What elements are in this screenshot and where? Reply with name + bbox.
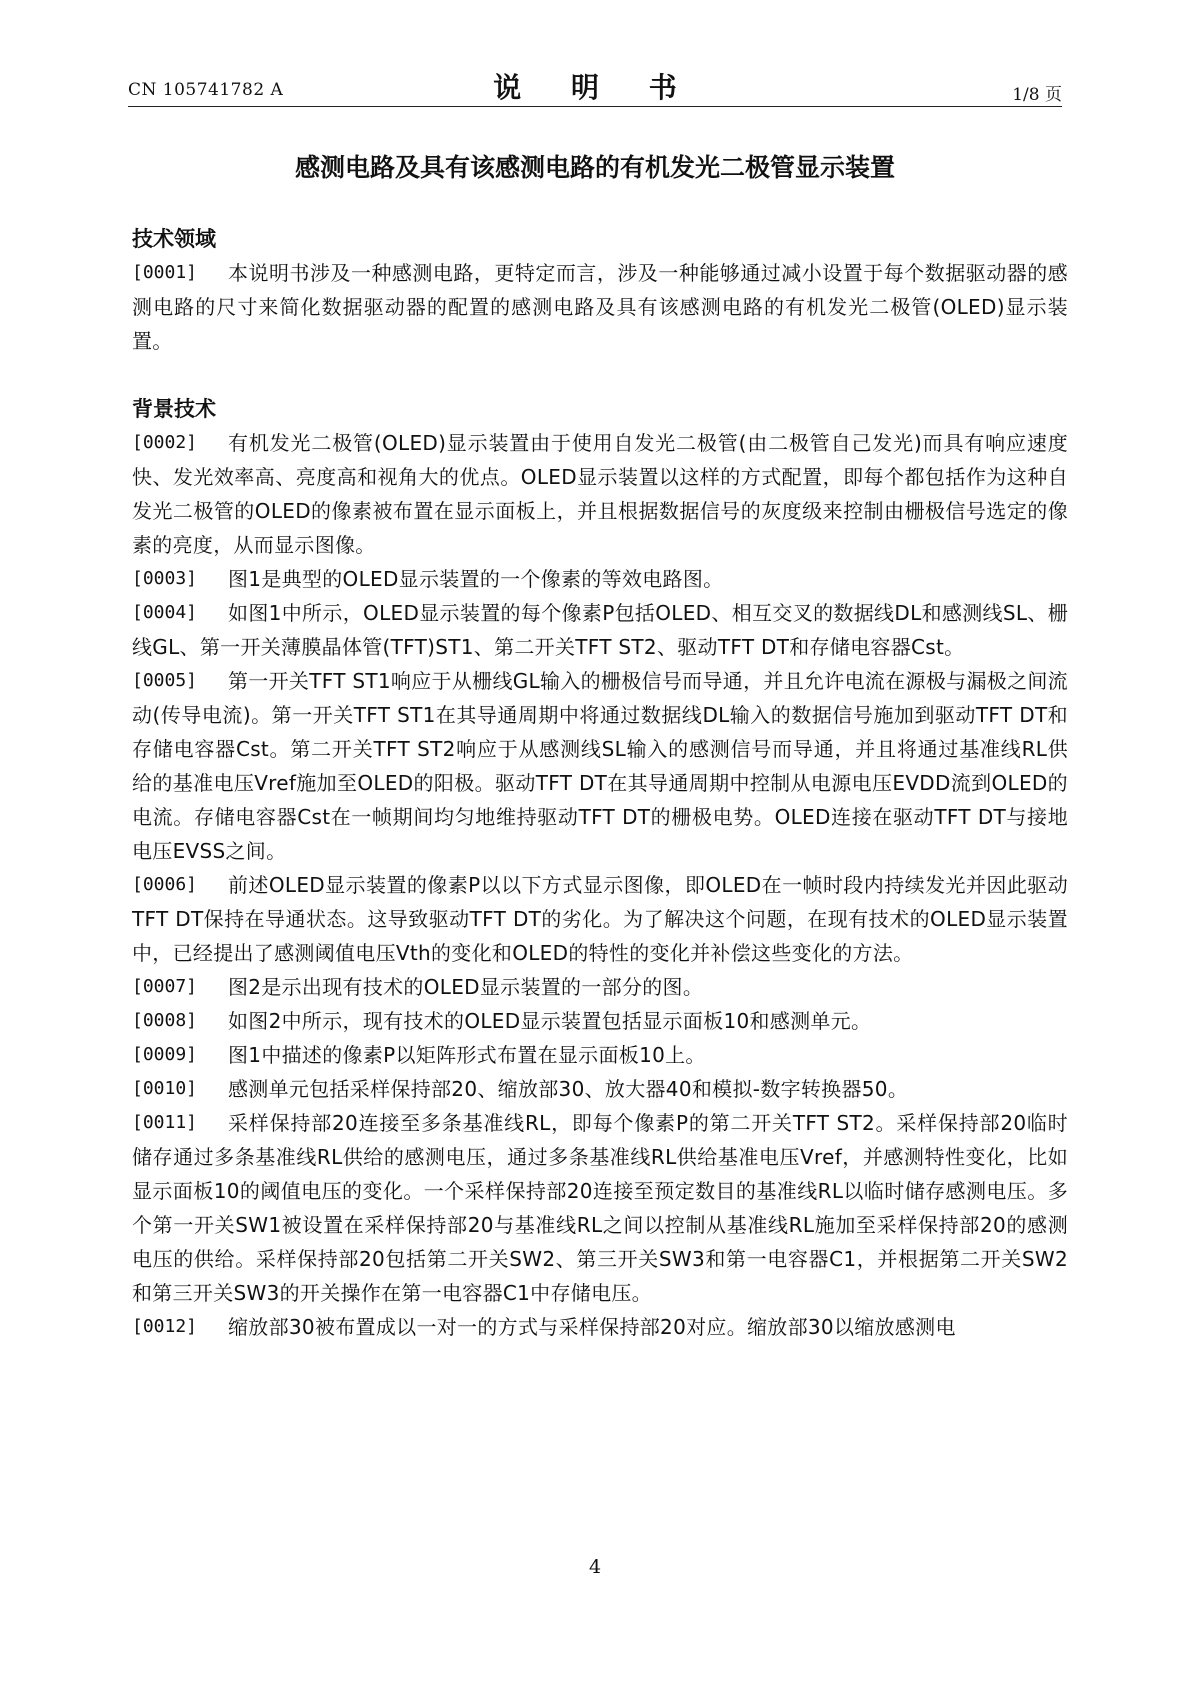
paragraph-number: [0001] <box>132 262 198 283</box>
paragraph <box>132 664 1068 868</box>
paragraph <box>132 1072 1068 1106</box>
paragraph <box>132 256 1068 358</box>
paragraph-number: [0011] <box>132 1112 198 1133</box>
paragraph-text: 有机发光二极管(OLED)显示装置由于使用自发光二极管(由二极管自己发光)而具有响应速度快、发光效率高、亮度高和视角大的优点。OLED显示装置以这样的方式配置，即每个都包括作为这种自发光二极管的OLED的像素被布置在显示面板上，并且根据数据信号的灰度级来控制由栅极信号选定的像素的亮度，从而显示图像。 <box>132 431 1068 557</box>
publication-number: CN 105741782 A <box>128 80 284 100</box>
page-number: 4 <box>588 1556 602 1578</box>
paragraph-text: 图1是典型的OLED显示装置的一个像素的等效电路图。 <box>228 567 724 591</box>
paragraph-text: 如图2中所示，现有技术的OLED显示装置包括显示面板10和感测单元。 <box>228 1009 872 1033</box>
section-heading-technical-field: 技术领域 <box>132 227 216 251</box>
page-indicator: 1/8 页 <box>1012 85 1062 105</box>
paragraph <box>132 1038 1068 1072</box>
document-type-title: 说 明 书 <box>493 71 697 104</box>
paragraph <box>132 426 1068 562</box>
document-title: 感测电路及具有该感测电路的有机发光二极管显示装置 <box>294 153 895 182</box>
paragraph <box>132 1106 1068 1310</box>
paragraph-number: [0009] <box>132 1044 198 1065</box>
paragraph-text: 前述OLED显示装置的像素P以以下方式显示图像，即OLED在一帧时段内持续发光并因此驱动TFT DT保持在导通状态。这导致驱动TFT DT的劣化。为了解决这个问题，在现有技术的OLED显示装置中，已经提出了感测阈值电压Vth的变化和OLED的特性的变化并补偿这些变化的方法。 <box>132 873 1068 965</box>
paragraph-number: [0006] <box>132 874 198 895</box>
paragraph-number: [0003] <box>132 568 198 589</box>
paragraph-number: [0008] <box>132 1010 198 1031</box>
paragraph-number: [0005] <box>132 670 198 691</box>
paragraph-number: [0002] <box>132 432 198 453</box>
paragraph-number: [0010] <box>132 1078 198 1099</box>
paragraph-text: 如图1中所示，OLED显示装置的每个像素P包括OLED、相互交叉的数据线DL和感测线SL、栅线GL、第一开关薄膜晶体管(TFT)ST1、第二开关TFT ST2、驱动TFT DT和存储电容器Cst。 <box>132 601 1068 659</box>
paragraph-text: 图2是示出现有技术的OLED显示装置的一部分的图。 <box>228 975 704 999</box>
paragraph-text: 图1中描述的像素P以矩阵形式布置在显示面板10上。 <box>228 1043 706 1067</box>
paragraph-text: 第一开关TFT ST1响应于从栅线GL输入的栅极信号而导通，并且允许电流在源极与漏极之间流动(传导电流)。第一开关TFT ST1在其导通周期中将通过数据线DL输入的数据信号施加到驱动TFT DT和存储电容器Cst。第二开关TFT ST2响应于从感测线SL输入的感测信号而导通，并且将通过基准线RL供给的基准电压Vref施加至OLED的阳极。驱动TFT DT在其导通周期中控制从电源电压EVDD流到OLED的电流。存储电容器Cst在一帧期间均匀地维持驱动TFT DT的栅极电势。OLED连接在驱动TFT DT与接地电压EVSS之间。 <box>132 669 1068 863</box>
paragraph <box>132 1004 1068 1038</box>
section-heading-background: 背景技术 <box>132 397 216 421</box>
paragraph-number: [0007] <box>132 976 198 997</box>
header-divider <box>128 106 1062 107</box>
paragraph <box>132 562 1068 596</box>
paragraph-number: [0004] <box>132 602 198 623</box>
paragraph <box>132 868 1068 970</box>
paragraph <box>132 596 1068 664</box>
paragraph <box>132 970 1068 1004</box>
paragraph-text: 感测单元包括采样保持部20、缩放部30、放大器40和模拟-数字转换器50。 <box>228 1077 909 1101</box>
paragraph <box>132 1310 1068 1344</box>
paragraph-text: 采样保持部20连接至多条基准线RL，即每个像素P的第二开关TFT ST2。采样保持部20临时储存通过多条基准线RL供给的感测电压，通过多条基准线RL供给基准电压Vref，并感测特性变化，比如显示面板10的阈值电压的变化。一个采样保持部20连接至预定数目的基准线RL以临时储存感测电压。多个第一开关SW1被设置在采样保持部20与基准线RL之间以控制从基准线RL施加至采样保持部20的感测电压的供给。采样保持部20包括第二开关SW2、第三开关SW3和第一电容器C1，并根据第二开关SW2和第三开关SW3的开关操作在第一电容器C1中存储电压。 <box>132 1111 1068 1305</box>
paragraph-text: 缩放部30被布置成以一对一的方式与采样保持部20对应。缩放部30以缩放感测电 <box>228 1315 956 1339</box>
page-header <box>128 66 1062 108</box>
paragraph-text: 本说明书涉及一种感测电路，更特定而言，涉及一种能够通过减小设置于每个数据驱动器的感测电路的尺寸来简化数据驱动器的配置的感测电路及具有该感测电路的有机发光二极管(OLED)显示装置。 <box>132 261 1068 353</box>
document-body <box>132 222 1068 1344</box>
paragraph-number: [0012] <box>132 1316 198 1337</box>
